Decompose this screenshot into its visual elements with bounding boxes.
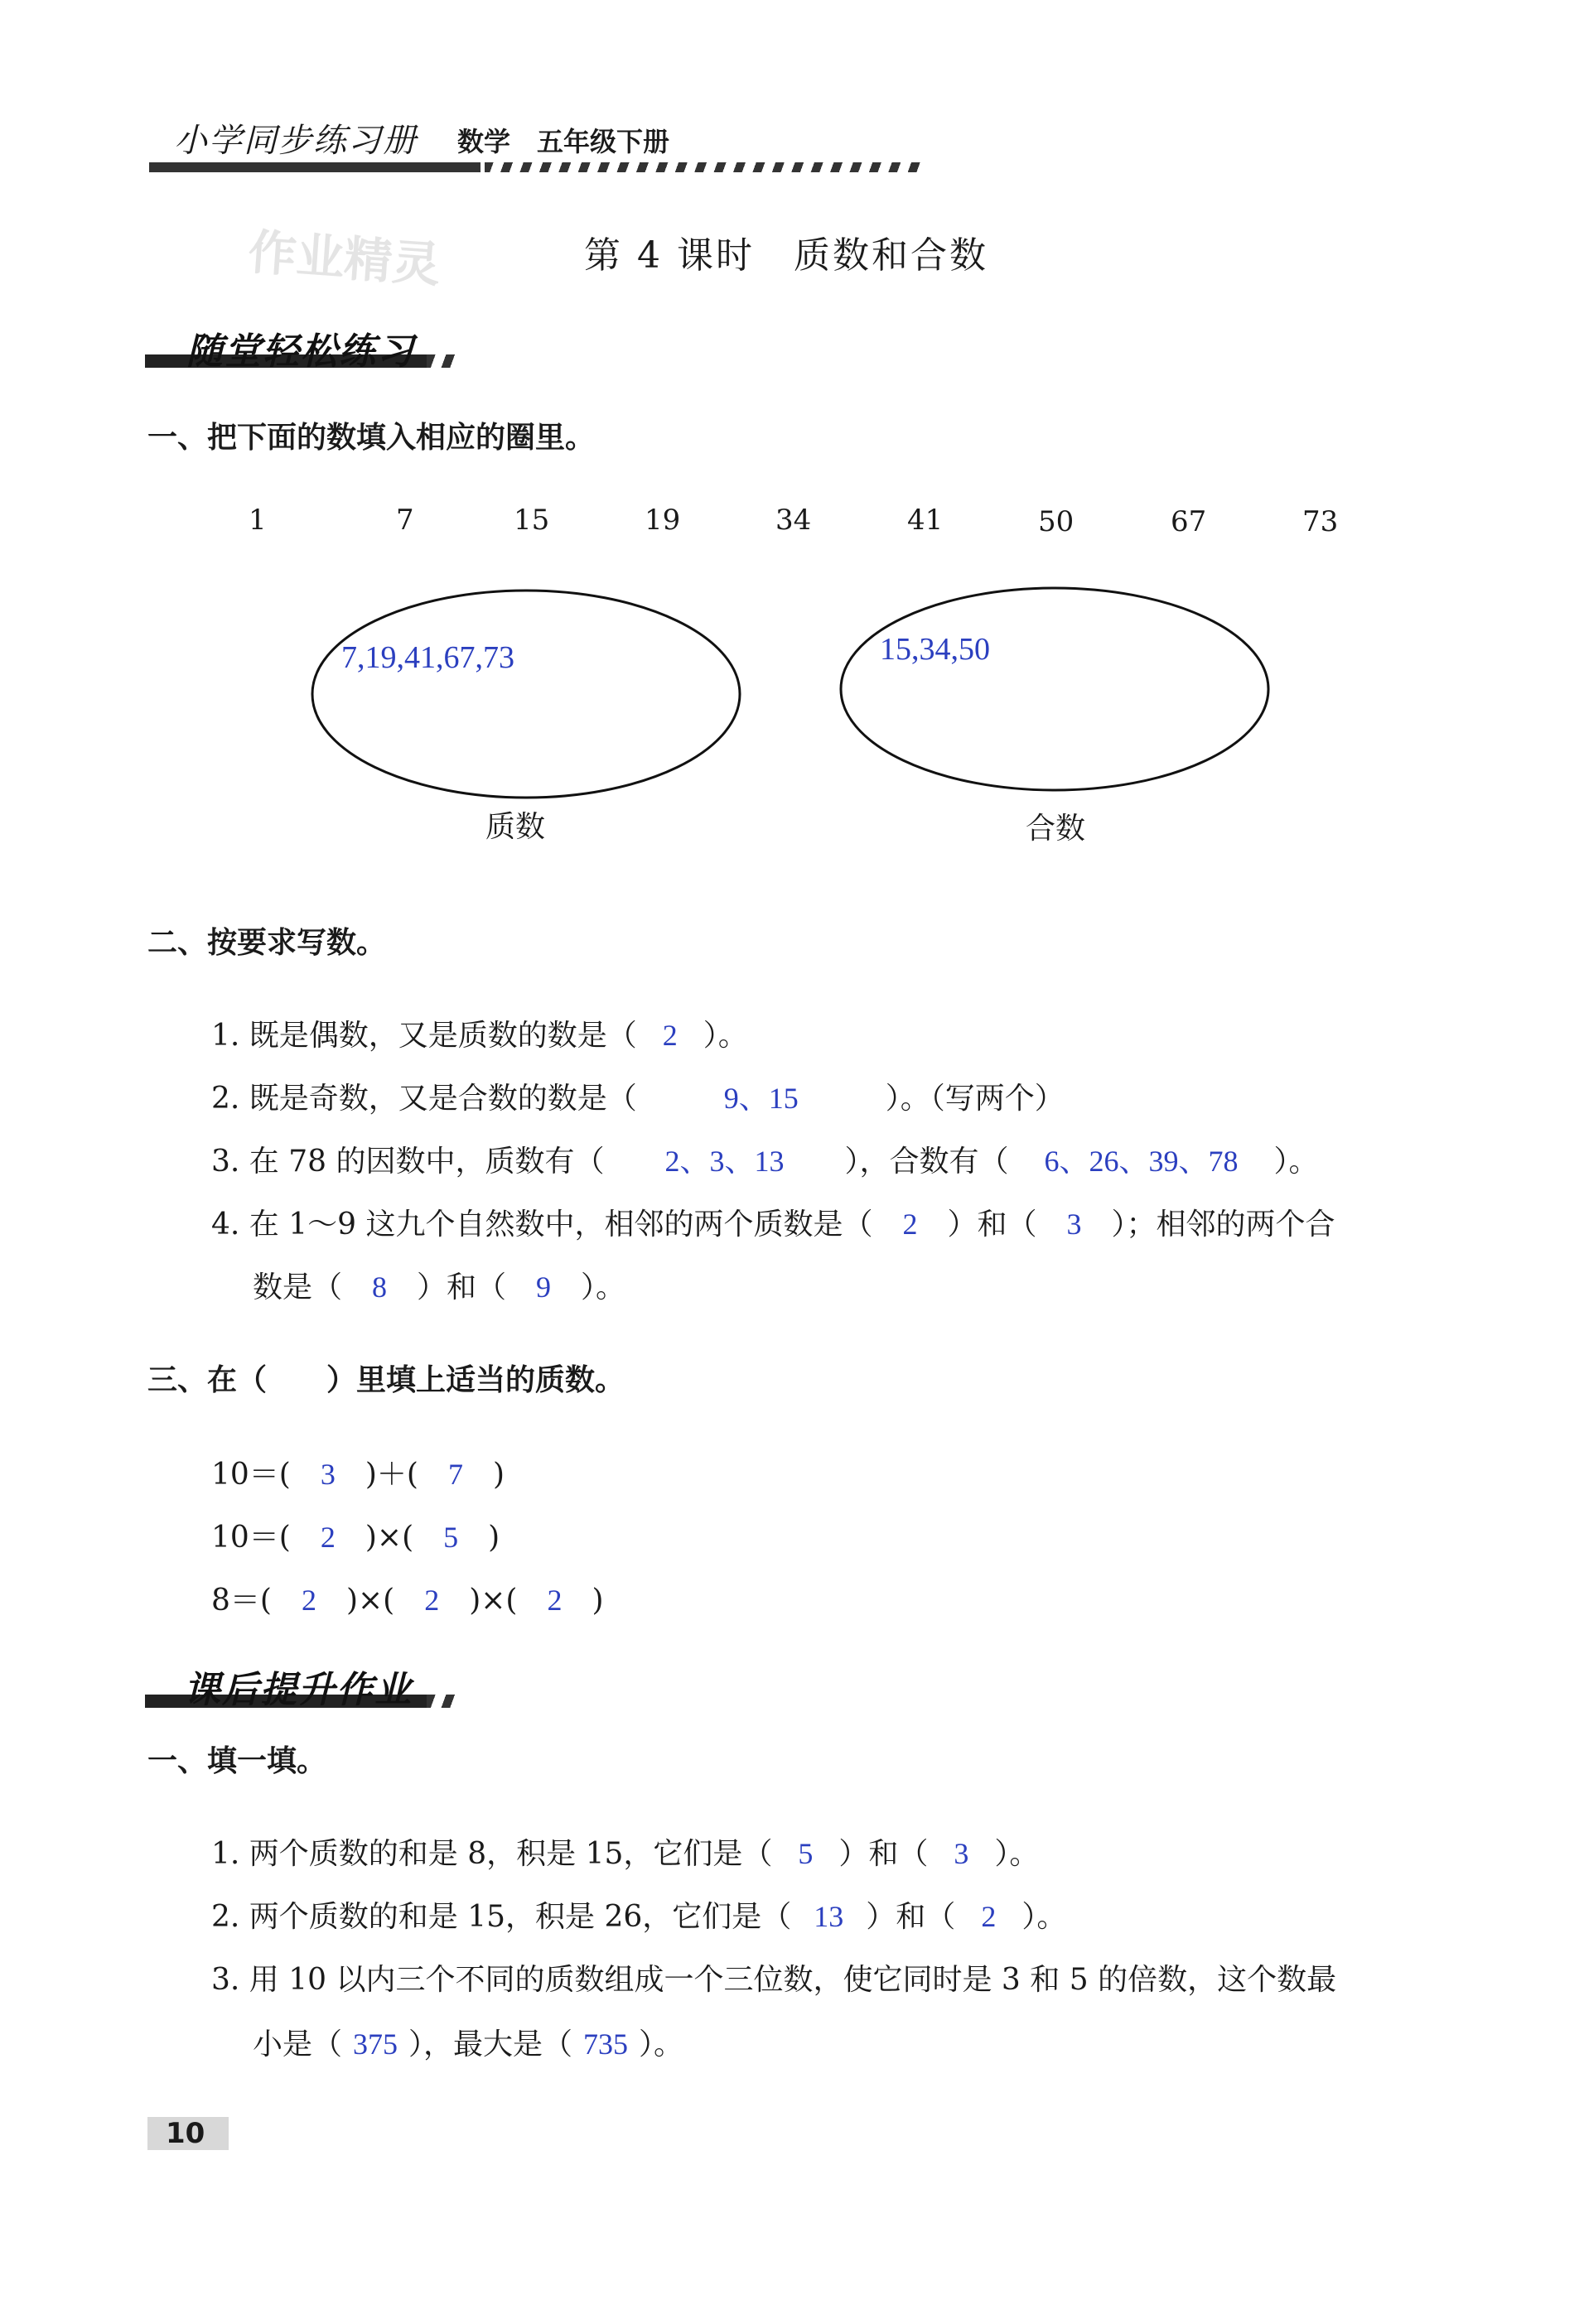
header-grade: 五年级下册	[537, 126, 670, 157]
answer-blank: 375	[353, 2027, 398, 2061]
prime-answer: 7,19,41,67,73	[341, 640, 514, 675]
answer-blank: 3	[954, 1837, 969, 1870]
page-number: 10	[166, 2117, 205, 2150]
answer-blank: 8	[372, 1270, 388, 1304]
header-book-title: 小学同步练习册	[174, 122, 418, 160]
text: 2. 既是奇数，又是合数的数是（	[211, 1082, 637, 1116]
number-item: 19	[645, 504, 681, 537]
text: ）。	[1021, 1900, 1067, 1934]
text: )	[492, 1458, 505, 1492]
section2-title: 课后提升作业	[184, 1669, 413, 1711]
text: ）和（	[947, 1208, 1037, 1242]
q2-item1	[211, 1012, 748, 1054]
q2-item4-line2	[253, 1264, 625, 1306]
answer-blank: 2	[320, 1521, 336, 1554]
text: 4. 在 1～9 这九个自然数中，相邻的两个质数是（	[211, 1208, 873, 1242]
answer-blank: 2	[981, 1900, 997, 1933]
q2-item2	[211, 1075, 1065, 1117]
answer-blank: 2	[301, 1584, 316, 1617]
composite-ellipse	[841, 588, 1268, 790]
answer-blank: 2、3、13	[664, 1145, 785, 1178]
text: 2. 两个质数的和是 15，积是 26，它们是（	[211, 1900, 792, 1934]
q3-eq2	[211, 1514, 500, 1556]
text: ）。	[703, 1019, 748, 1053]
text: ）和（	[838, 1837, 929, 1871]
q2-item4-line1	[211, 1201, 1335, 1243]
answer-blank: 2	[902, 1208, 918, 1241]
answer-blank: 3	[1066, 1208, 1082, 1241]
q2-heading: 二、按要求写数。	[147, 926, 387, 960]
text: 小是（	[253, 2027, 343, 2061]
number-item: 7	[396, 504, 414, 537]
text: ）。	[581, 1270, 626, 1304]
text: 3. 在 78 的因数中，质数有（	[211, 1145, 605, 1179]
number-item: 34	[775, 504, 812, 537]
text: 1. 两个质数的和是 8，积是 15，它们是（	[211, 1837, 773, 1871]
text: 3. 用 10 以内三个不同的质数组成一个三位数，使它同时是 3 和 5 的倍数，这个数最	[211, 1963, 1337, 1997]
text: 1. 既是偶数，又是质数的数是（	[211, 1019, 637, 1053]
answer-blank: 2	[424, 1584, 440, 1617]
text: ）和（	[866, 1900, 956, 1934]
text: )×(	[345, 1584, 395, 1618]
answer-blank: 3	[320, 1458, 336, 1491]
text: ）。	[639, 2027, 684, 2061]
text: ）。	[1273, 1145, 1319, 1179]
number-item: 1	[249, 504, 267, 537]
answer-blank: 5	[443, 1521, 459, 1554]
text: 8＝(	[211, 1584, 272, 1618]
q3-heading: 三、在（ ）里填上适当的质数。	[147, 1363, 625, 1397]
answer-blank: 6、26、39、78	[1044, 1145, 1239, 1178]
s2-item2	[211, 1893, 1066, 1936]
number-item: 73	[1302, 505, 1339, 538]
composite-label: 合数	[1026, 812, 1086, 846]
text: 10＝(	[211, 1458, 291, 1492]
section1-title: 随堂轻松练习	[186, 330, 415, 373]
answer-blank: 9、15	[723, 1082, 799, 1115]
number-item: 50	[1038, 505, 1075, 538]
s2-q1-heading: 一、填一填。	[147, 1744, 327, 1778]
q2-item3	[211, 1138, 1319, 1180]
number-item: 41	[907, 504, 944, 537]
text: 10＝(	[211, 1521, 291, 1555]
composite-answer: 15,34,50	[880, 632, 990, 667]
lesson-title: 第 4 课时 质数和合数	[584, 234, 988, 277]
s2-item3-line2	[253, 2021, 683, 2063]
answer-blank: 2	[662, 1019, 678, 1052]
text: )×(	[469, 1584, 518, 1618]
number-item: 15	[514, 504, 550, 537]
watermark: 作业精灵	[246, 223, 442, 293]
text: ）和（	[417, 1270, 507, 1304]
text: )＋(	[365, 1458, 418, 1492]
answer-blank: 5	[798, 1837, 814, 1870]
prime-ellipse	[312, 591, 740, 798]
text: )×(	[365, 1521, 414, 1555]
q3-eq1	[211, 1451, 505, 1493]
s2-item1	[211, 1830, 1039, 1873]
section2-bar-stripes	[427, 1695, 460, 1708]
text: )	[592, 1584, 604, 1618]
text: ），最大是（	[408, 2027, 573, 2061]
q3-eq3	[211, 1577, 604, 1619]
answer-blank: 9	[536, 1270, 552, 1304]
header-subject: 数学	[457, 126, 511, 157]
answer-blank: 13	[814, 1900, 844, 1933]
text: )	[488, 1521, 500, 1555]
prime-label: 质数	[485, 810, 546, 844]
text: ）。	[994, 1837, 1040, 1871]
text: 数是（	[253, 1270, 343, 1304]
text: ）。（写两个）	[885, 1082, 1065, 1116]
text: ），合数有（	[844, 1145, 1009, 1179]
answer-blank: 7	[447, 1458, 463, 1491]
s2-item3-line1	[211, 1956, 1336, 1999]
text: ）；相邻的两个合	[1111, 1208, 1335, 1242]
q1-heading: 一、把下面的数填入相应的圈里。	[147, 421, 596, 455]
number-item: 67	[1171, 505, 1207, 538]
answer-blank: 2	[547, 1584, 563, 1617]
answer-blank: 735	[583, 2027, 629, 2061]
